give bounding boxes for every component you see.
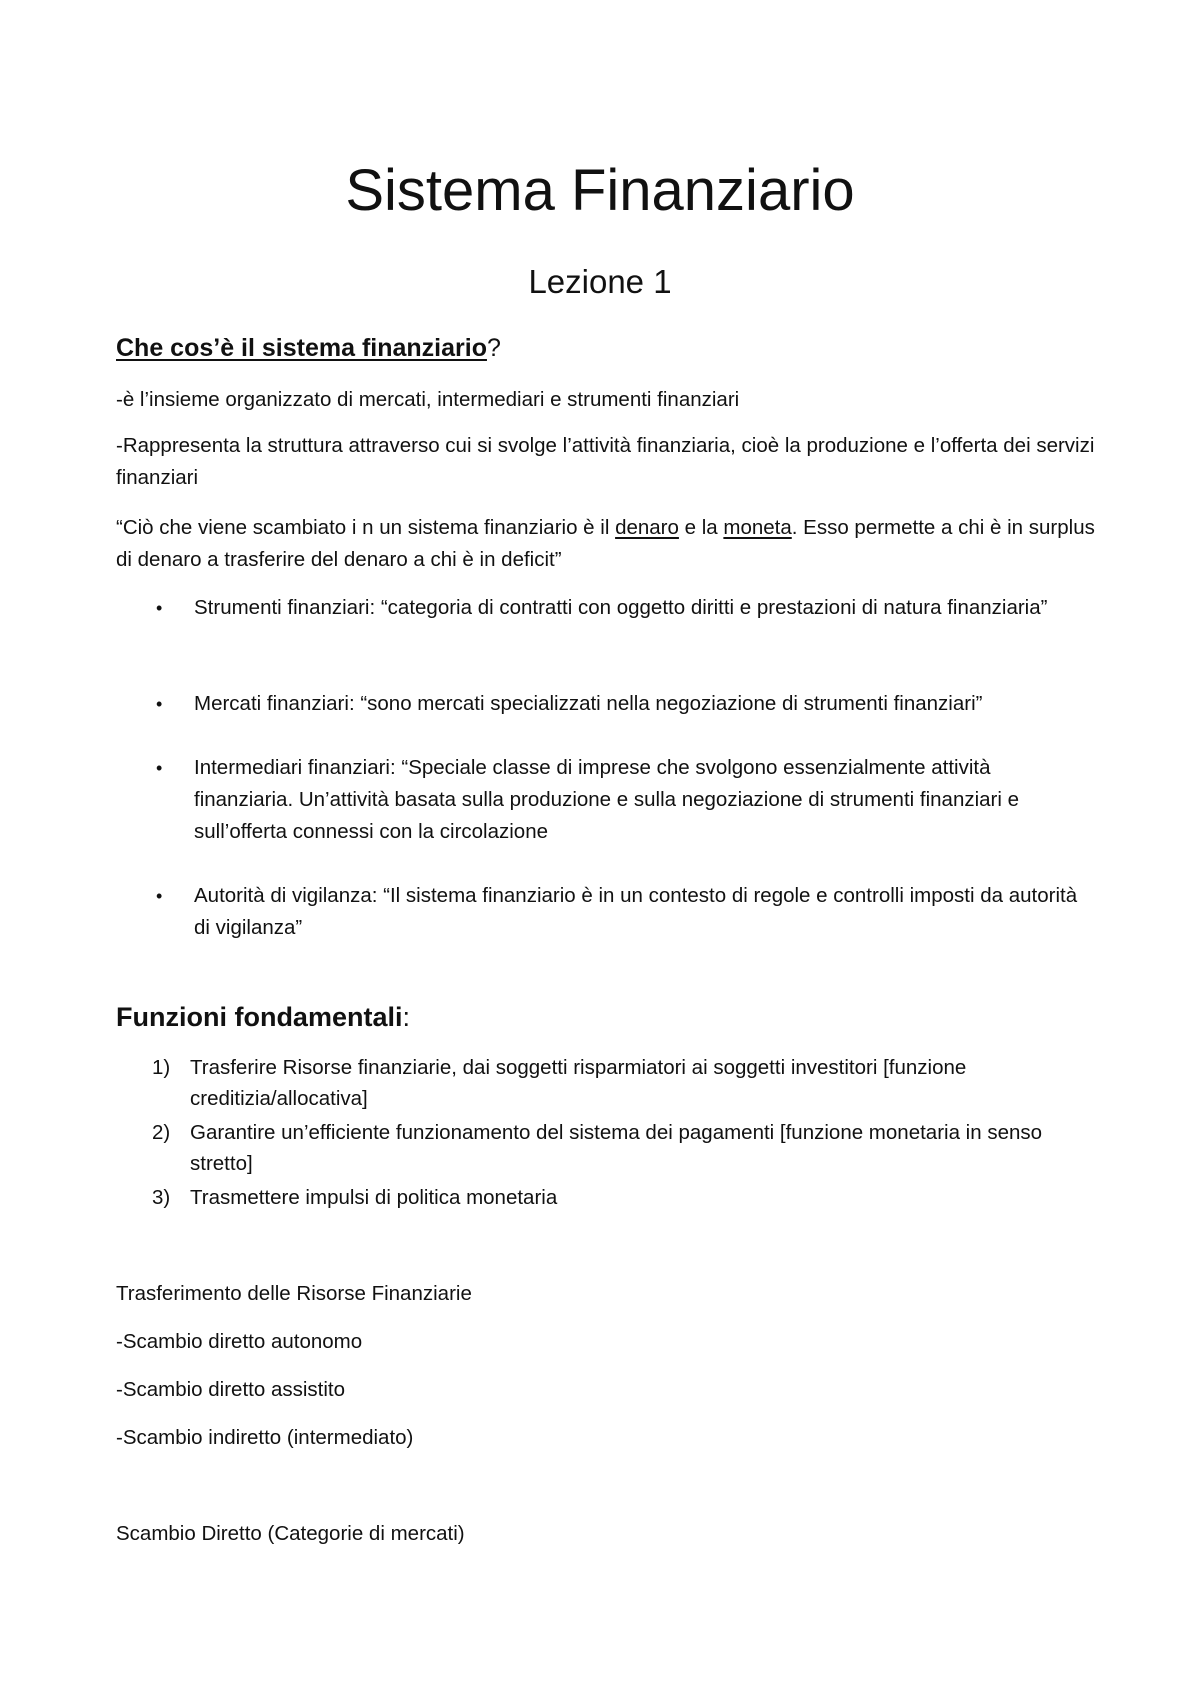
list-number: 1): [152, 1056, 171, 1079]
document-title: Sistema Finanziario: [345, 158, 855, 223]
paragraph-quote: [116, 512, 1106, 576]
trasferimento-line: -Scambio diretto assistito: [116, 1378, 346, 1401]
quote-part-a: “Ciò che viene scambiato i n un sistema finanziario è il: [116, 516, 616, 539]
paragraph-definition: -è l’insieme organizzato di mercati, intermediari e strumenti finanziari: [116, 388, 740, 411]
bullet-marker: •: [156, 886, 163, 906]
underlined-denaro: denaro: [615, 516, 679, 539]
trasferimento-line: -Scambio diretto autonomo: [116, 1330, 363, 1353]
bullet-text: Mercati finanziari: “sono mercati specializzati nella negoziazione di strumenti finanziari”: [194, 692, 983, 715]
quote-part-b: e la: [678, 516, 724, 539]
bullet-marker: •: [156, 758, 163, 778]
question-mark: ?: [486, 334, 501, 362]
bullet-text: Strumenti finanziari: “categoria di contratti con oggetto diritti e prestazioni di natura finanziaria”: [194, 596, 1048, 619]
scambio-diretto-heading: Scambio Diretto (Categorie di mercati): [116, 1522, 465, 1545]
lesson-subtitle: Lezione 1: [528, 263, 672, 300]
list-text: Trasferire Risorse finanziarie, dai soggetti risparmiatori ai soggetti investitori [funzione creditizia/allocativa]: [190, 1056, 967, 1110]
funzioni-heading-colon: :: [402, 1002, 410, 1032]
list-number: 3): [152, 1186, 171, 1209]
bullet-marker: •: [156, 694, 163, 714]
quote-part-c: . Esso permette a chi è in surplus di denaro a trasferire del denaro a chi è in deficit”: [116, 516, 1095, 571]
question-underlined-text: Che cos’è il sistema finanziario: [116, 334, 487, 362]
list-text: Garantire un’efficiente funzionamento del sistema dei pagamenti [funzione monetaria in senso stretto]: [190, 1121, 1043, 1175]
section-heading-question: [116, 330, 501, 366]
bullet-text: Autorità di vigilanza: “Il sistema finanziario è in un contesto di regole e controlli imposti da autorità di vigilanza”: [194, 884, 1078, 939]
funzioni-heading-text: Funzioni fondamentali: [116, 1002, 403, 1032]
trasferimento-heading: Trasferimento delle Risorse Finanziarie: [116, 1282, 472, 1305]
bullet-text: Intermediari finanziari: “Speciale classe di imprese che svolgono essenzialmente attività finanziaria. Un’attività basata sulla produzione e sulla negoziazione di strumenti finanziari e sull’offerta connessi con la circolazione: [194, 756, 1020, 843]
trasferimento-line: -Scambio indiretto (intermediato): [116, 1426, 414, 1449]
bullet-marker: •: [156, 598, 163, 618]
list-text: Trasmettere impulsi di politica monetaria: [190, 1186, 558, 1209]
list-number: 2): [152, 1121, 171, 1144]
section-heading-funzioni: [116, 998, 410, 1036]
underlined-moneta: moneta: [723, 516, 792, 539]
paragraph-structure: -Rappresenta la struttura attraverso cui si svolge l’attività finanziaria, cioè la produzione e l’offerta dei servizi finanziari: [116, 434, 1095, 489]
